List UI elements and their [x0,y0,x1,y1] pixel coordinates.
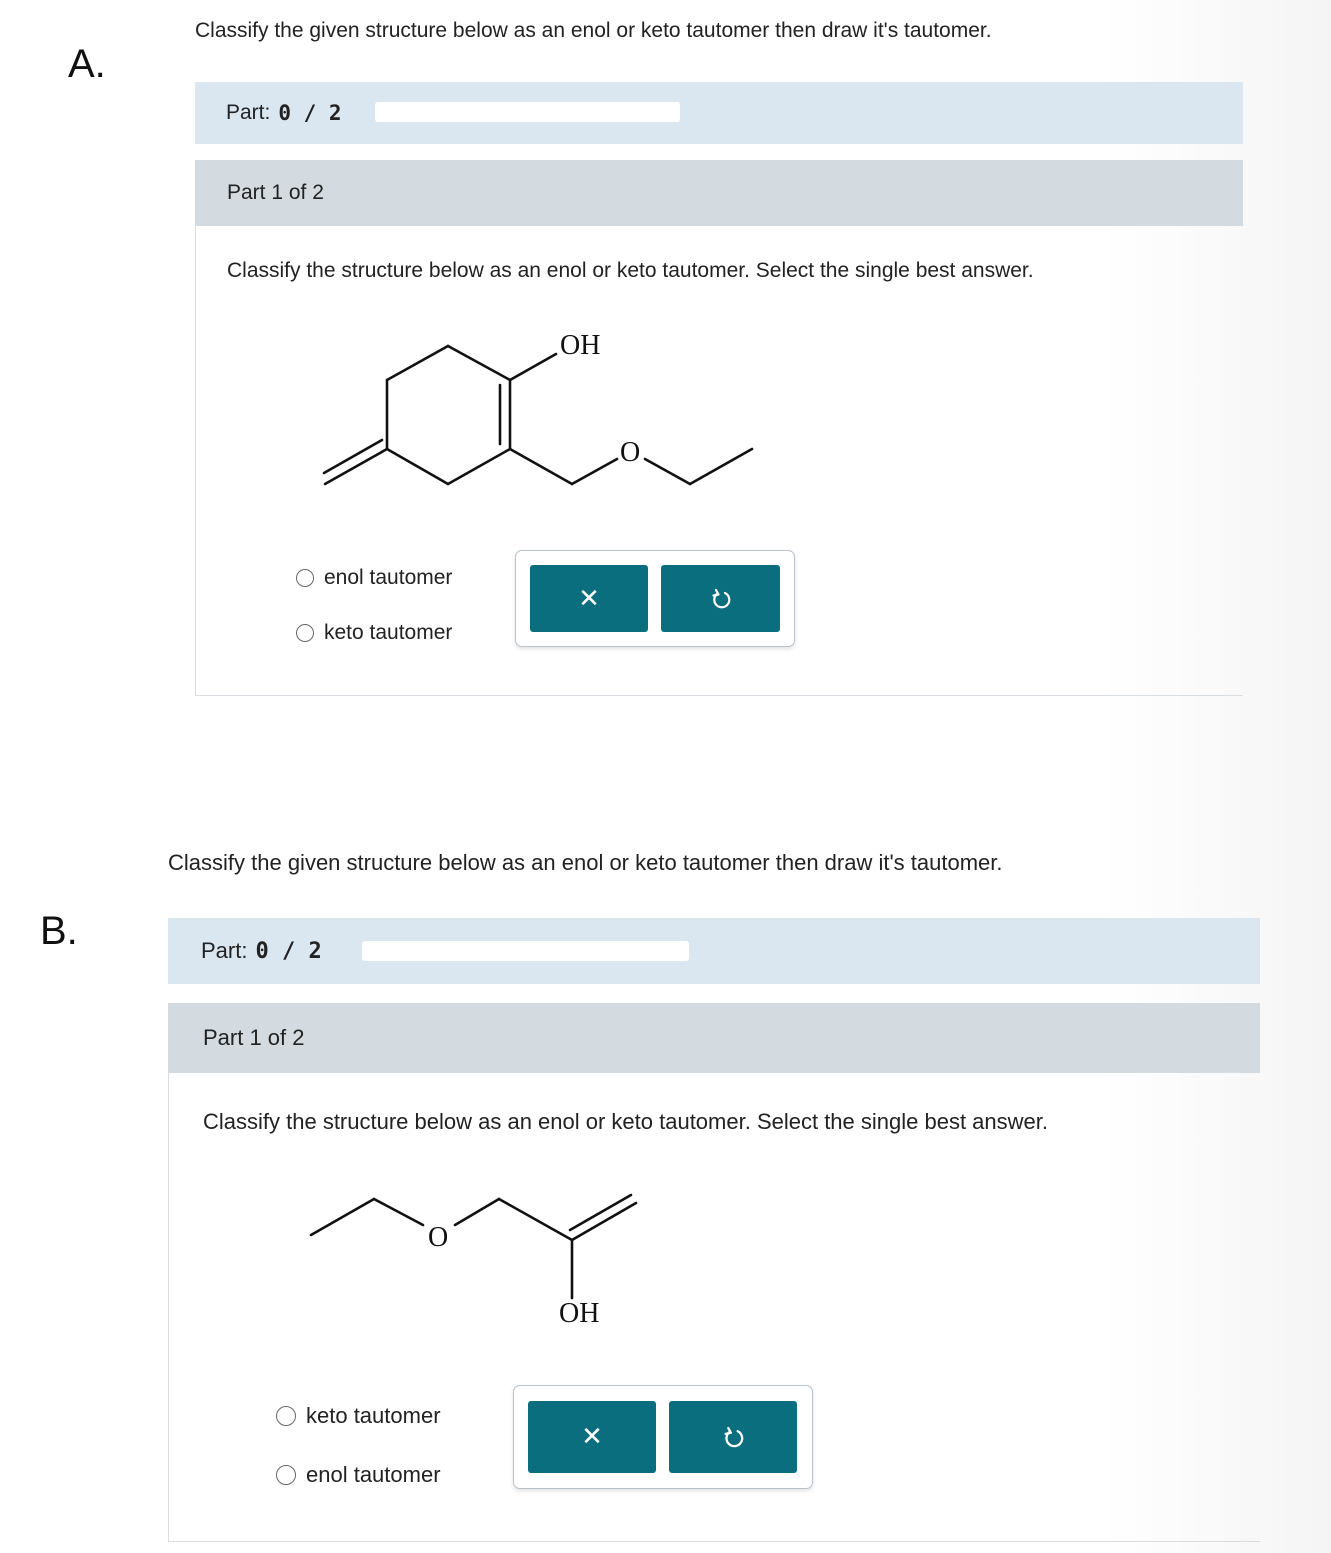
section-letter-b: B. [40,909,78,953]
radio-button[interactable] [276,1465,296,1485]
question-text-b: Classify the structure below as an enol or keto tautomer. Select the single best answer. [203,1109,1049,1134]
reset-button[interactable] [661,565,780,632]
option-label: keto tautomer [324,621,453,644]
x-icon: ✕ [581,1422,603,1452]
bond [311,1199,374,1235]
part-label: Part: [201,938,248,963]
answer-tools-b [513,1385,813,1489]
question-text-a: Classify the structure below as an enol or keto tautomer. Select the single best answer. [227,259,1034,282]
instruction-b: Classify the given structure below as an enol or keto tautomer then draw it's tautomer. [168,850,1003,875]
bond [448,449,510,484]
bond [572,1203,636,1240]
progress-track [375,102,680,122]
radio-button[interactable] [276,1406,296,1426]
bond [455,1199,499,1225]
option-label: enol tautomer [306,1462,441,1487]
bond [572,459,617,484]
bond [387,346,448,380]
chemical-structure-a [300,315,770,505]
radio-button[interactable] [296,569,314,587]
bond [510,449,572,484]
x-icon: ✕ [578,583,600,614]
option-enol-tautomer-b[interactable] [276,1462,441,1488]
part-header-b: Part 1 of 2 [168,1003,1260,1073]
section-letter-a: A. [68,42,106,86]
option-label: keto tautomer [306,1403,441,1428]
hydroxyl-label: OH [559,1298,600,1329]
undo-icon [710,588,732,610]
option-keto-tautomer-a[interactable] [296,621,452,645]
progress-track [362,941,689,961]
bond [645,459,690,484]
clear-button[interactable] [528,1401,656,1473]
bond [690,449,752,484]
bond [374,1199,423,1225]
hydroxyl-label: OH [560,330,601,361]
clear-button[interactable] [530,565,648,632]
bond [448,346,510,380]
option-label: enol tautomer [324,566,453,589]
part-progress-bar-b [168,918,1260,984]
part-label: Part: [226,101,271,124]
part-header-a: Part 1 of 2 [195,160,1243,226]
part-score: 0 / 2 [255,938,322,964]
instruction-a: Classify the given structure below as an enol or keto tautomer then draw it's tautomer. [195,19,992,42]
bond [387,449,448,484]
part-score: 0 / 2 [278,101,342,125]
oxygen-label: O [428,1222,449,1253]
reset-button[interactable] [669,1401,797,1473]
bond [510,354,556,380]
option-keto-tautomer-b[interactable] [276,1403,441,1429]
answer-tools-a [515,550,795,647]
bond [499,1199,572,1240]
radio-button[interactable] [296,624,314,642]
chemical-structure-b [295,1180,655,1330]
option-enol-tautomer-a[interactable] [296,566,452,590]
part-progress-bar-a [195,82,1243,144]
oxygen-label: O [620,437,641,468]
undo-icon [722,1426,745,1449]
